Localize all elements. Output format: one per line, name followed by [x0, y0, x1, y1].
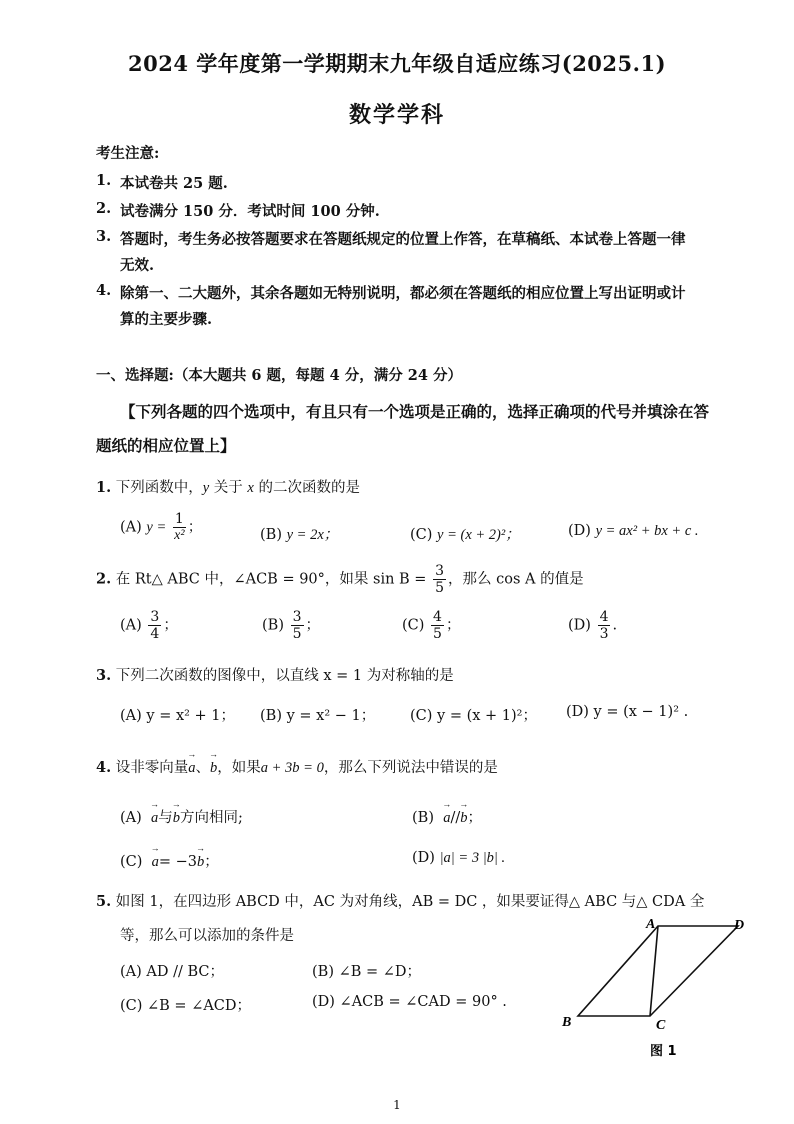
vertex-label-d: D	[734, 918, 745, 933]
question-2-stem: 2. 在 Rt△ ABC 中，∠ACB = 90°，如果 sin B = $\frac{3}{5}$ ，那么 cos A 的值是	[96, 563, 584, 596]
q2-option-b: (B) $\frac{3}{5}$ ；	[262, 609, 321, 642]
notice-num: 4.	[96, 282, 112, 299]
q5-option-d: (D) ∠ACB = ∠CAD = 90° .	[312, 994, 507, 1010]
q2-option-a: (A) $\frac{3}{4}$ ；	[120, 609, 178, 642]
q3-option-b: (B) y = x² − 1；	[260, 708, 376, 724]
q1-option-b: (B) y = 2x；	[260, 527, 339, 543]
question-1-stem: 1. 下列函数中，y 关于 x 的二次函数的是	[96, 479, 360, 496]
q4-option-c: (C) → a= −3→ b；	[120, 850, 219, 871]
diagonal-ac	[650, 926, 658, 1016]
question-4-stem: 4. 设非零向量→ a、→ b，如果a + 3b = 0，那么下列说法中错误的是	[96, 756, 498, 777]
notice-text-cont: 无效.	[120, 257, 155, 274]
q2-option-c: (C) $\frac{4}{5}$ ；	[402, 609, 461, 642]
q3-option-c: (C) y = (x + 1)²；	[410, 708, 537, 724]
section-instruction: 【下列各题的四个选项中，有且只有一个选项是正确的，选择正确项的代号并填涂在答	[120, 402, 710, 421]
question-5-stem-cont: 等，那么可以添加的条件是	[120, 928, 294, 944]
figure-caption: 图 1	[650, 1044, 677, 1059]
section-instruction-cont: 题纸的相应位置上】	[96, 436, 236, 455]
q2-option-d: (D) $\frac{4}{3}$ .	[568, 609, 618, 642]
figure-1-parallelogram	[554, 910, 754, 1060]
notice-text: 试卷满分 150 分．考试时间 100 分钟.	[120, 203, 380, 220]
q5-option-b: (B) ∠B = ∠D；	[312, 964, 422, 980]
q4-option-d: (D) |a| = 3 |b| .	[412, 850, 506, 866]
vertex-label-a: A	[646, 917, 656, 932]
exam-title: 2024 学年度第一学期期末九年级自适应练习(2025.1)	[128, 51, 666, 76]
q4-option-a: (A) → a与→ b方向相同;	[120, 806, 243, 827]
q5-option-a: (A) AD // BC；	[120, 964, 224, 980]
notice-text-cont: 算的主要步骤.	[120, 311, 213, 328]
page-number: 1	[393, 1098, 401, 1112]
notice-text: 除第一、二大题外，其余各题如无特别说明，都必须在答题纸的相应位置上写出证明或计	[120, 285, 686, 302]
q4-option-b: (B) → a//→ b；	[412, 806, 482, 827]
q1-option-d: (D) y = ax² + bx + c .	[568, 523, 699, 539]
section-heading: 一、选择题:（本大题共 6 题，每题 4 分，满分 24 分）	[96, 367, 462, 384]
vertex-label-b: B	[562, 1015, 572, 1030]
subject-title: 数学学科	[348, 102, 445, 128]
q3-option-d: (D) y = (x − 1)² .	[566, 704, 689, 720]
notice-num: 2.	[96, 200, 112, 217]
q1-option-a: (A) y = $\frac{1}{\text{x²}}$ ；	[120, 511, 203, 543]
notice-text: 答题时，考生务必按答题要求在答题纸规定的位置上作答，在草稿纸、本试卷上答题一律	[120, 231, 686, 248]
q5-option-c: (C) ∠B = ∠ACD；	[120, 998, 252, 1014]
question-3-stem: 3. 下列二次函数的图像中，以直线 x = 1 为对称轴的是	[96, 667, 454, 684]
notice-num: 1.	[96, 172, 112, 189]
notice-heading: 考生注意:	[96, 145, 160, 162]
q1-option-c: (C) y = (x + 2)²；	[410, 527, 520, 543]
quadrilateral-abcd	[578, 926, 738, 1016]
notice-num: 3.	[96, 228, 112, 245]
notice-text: 本试卷共 25 题.	[120, 175, 228, 192]
question-5-stem: 5. 如图 1，在四边形 ABCD 中，AC 为对角线，AB = DC ，如果要证得△ ABC 与△ CDA 全	[96, 893, 705, 910]
vertex-label-c: C	[656, 1018, 666, 1033]
q3-option-a: (A) y = x² + 1；	[120, 708, 236, 724]
